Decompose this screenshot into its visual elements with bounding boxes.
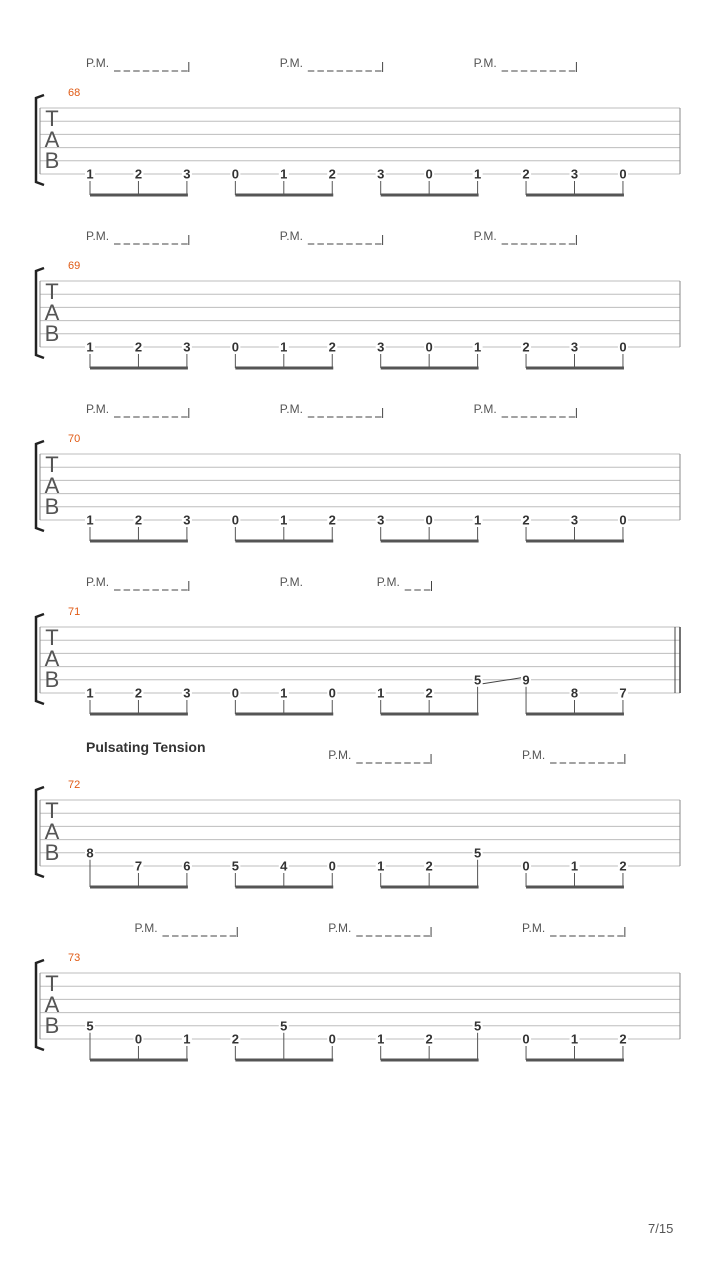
- fret-number: 5: [86, 1018, 94, 1034]
- tab-clef-letter: A: [44, 473, 60, 498]
- fret-number: 1: [183, 1031, 191, 1047]
- tab-clef-letter: A: [44, 300, 60, 325]
- fret-number: 3: [183, 512, 191, 528]
- fret-number: 3: [377, 166, 385, 182]
- palm-mute-label: P.M.: [473, 56, 497, 70]
- fret-number: 2: [134, 685, 143, 701]
- fret-number: 2: [134, 166, 143, 182]
- tab-system: [36, 56, 680, 197]
- tab-clef-letter: T: [45, 279, 59, 304]
- fret-number: 5: [231, 858, 239, 874]
- palm-mute-label: P.M.: [279, 56, 303, 70]
- palm-mute-label: P.M.: [328, 921, 352, 935]
- tab-clef-letter: T: [45, 798, 59, 823]
- tab-clef-letter: A: [44, 992, 60, 1017]
- tab-system: [36, 402, 680, 543]
- fret-number: 0: [231, 166, 239, 182]
- fret-number: 0: [328, 685, 336, 701]
- tab-clef-letter: B: [44, 148, 60, 173]
- fret-number: 2: [328, 166, 336, 182]
- fret-number: 2: [134, 512, 143, 528]
- slide-line: [483, 678, 521, 684]
- tab-clef-letter: T: [45, 106, 59, 131]
- beam: [381, 886, 479, 889]
- fret-number: 2: [328, 512, 336, 528]
- fret-number: 0: [619, 512, 627, 528]
- page-number: 7/15: [648, 1221, 674, 1236]
- palm-mute-label: P.M.: [376, 575, 400, 589]
- fret-number: 2: [134, 339, 143, 355]
- fret-number: 3: [183, 339, 191, 355]
- section-title: Pulsating Tension: [86, 739, 206, 755]
- fret-number: 0: [619, 166, 627, 182]
- measure-number: 69: [68, 260, 81, 272]
- tab-system: [36, 921, 680, 1062]
- fret-number: 2: [425, 858, 433, 874]
- tab-clef-letter: T: [45, 452, 59, 477]
- fret-number: 0: [328, 858, 336, 874]
- tab-system: [36, 229, 680, 370]
- fret-number: 1: [377, 1031, 385, 1047]
- fret-number: 0: [522, 858, 530, 874]
- fret-number: 3: [570, 512, 579, 528]
- palm-mute-label: P.M.: [522, 748, 546, 762]
- beam: [381, 367, 479, 370]
- palm-mute-label: P.M.: [328, 748, 352, 762]
- fret-number: 2: [522, 512, 530, 528]
- tab-clef-letter: B: [44, 667, 60, 692]
- palm-mute-label: P.M.: [473, 229, 497, 243]
- fret-number: 0: [231, 339, 239, 355]
- fret-number: 2: [425, 1031, 433, 1047]
- fret-number: 0: [425, 339, 433, 355]
- fret-number: 7: [619, 685, 627, 701]
- fret-number: 7: [134, 858, 143, 874]
- fret-number: 0: [619, 339, 627, 355]
- fret-number: 2: [231, 1031, 239, 1047]
- fret-number: 9: [522, 672, 530, 688]
- palm-mute-label: P.M.: [522, 921, 546, 935]
- fret-number: 2: [425, 685, 433, 701]
- palm-mute-label: P.M.: [86, 229, 110, 243]
- fret-number: 1: [86, 339, 94, 355]
- fret-number: 0: [328, 1031, 336, 1047]
- fret-number: 0: [231, 685, 239, 701]
- fret-number: 0: [425, 512, 433, 528]
- tab-clef-letter: B: [44, 321, 60, 346]
- beam: [381, 1059, 479, 1062]
- fret-number: 1: [280, 685, 288, 701]
- fret-number: 6: [183, 858, 191, 874]
- tab-clef-letter: B: [44, 494, 60, 519]
- tab-clef-letter: T: [45, 625, 59, 650]
- tab-clef-letter: B: [44, 840, 60, 865]
- fret-number: 5: [280, 1018, 288, 1034]
- palm-mute-label: P.M.: [279, 402, 303, 416]
- measure-number: 71: [68, 606, 81, 618]
- fret-number: 1: [473, 339, 482, 355]
- fret-number: 2: [619, 1031, 627, 1047]
- fret-number: 5: [473, 672, 482, 688]
- fret-number: 4: [280, 858, 288, 874]
- tab-clef-letter: A: [44, 646, 60, 671]
- fret-number: 3: [183, 166, 191, 182]
- measure-number: 68: [68, 87, 81, 99]
- fret-number: 8: [570, 685, 579, 701]
- tab-clef-letter: A: [44, 819, 60, 844]
- tab-system: [36, 739, 680, 889]
- fret-number: 1: [280, 512, 288, 528]
- palm-mute-label: P.M.: [86, 56, 110, 70]
- fret-number: 0: [231, 512, 239, 528]
- fret-number: 5: [473, 1018, 482, 1034]
- tab-clef-letter: A: [44, 127, 60, 152]
- measure-number: 70: [68, 433, 81, 445]
- measure-number: 73: [68, 952, 81, 964]
- palm-mute-label: P.M.: [86, 575, 110, 589]
- fret-number: 1: [377, 858, 385, 874]
- fret-number: 1: [473, 512, 482, 528]
- palm-mute-label: P.M.: [134, 921, 158, 935]
- fret-number: 1: [86, 685, 94, 701]
- fret-number: 1: [280, 339, 288, 355]
- fret-number: 1: [86, 166, 94, 182]
- fret-number: 2: [328, 339, 336, 355]
- beam: [381, 194, 479, 197]
- fret-number: 1: [570, 858, 579, 874]
- palm-mute-label: P.M.: [279, 229, 303, 243]
- fret-number: 1: [280, 166, 288, 182]
- fret-number: 1: [377, 685, 385, 701]
- fret-number: 5: [473, 845, 482, 861]
- fret-number: 2: [522, 166, 530, 182]
- fret-number: 2: [522, 339, 530, 355]
- palm-mute-label: P.M.: [473, 402, 497, 416]
- fret-number: 0: [134, 1031, 143, 1047]
- palm-mute-label: P.M.: [279, 575, 303, 589]
- fret-number: 8: [86, 845, 94, 861]
- fret-number: 3: [377, 339, 385, 355]
- fret-number: 1: [570, 1031, 579, 1047]
- fret-number: 1: [86, 512, 94, 528]
- fret-number: 3: [570, 166, 579, 182]
- fret-number: 3: [183, 685, 191, 701]
- tab-system: [36, 575, 680, 716]
- tab-clef-letter: T: [45, 971, 59, 996]
- fret-number: 3: [377, 512, 385, 528]
- fret-number: 3: [570, 339, 579, 355]
- beam: [381, 540, 479, 543]
- fret-number: 0: [522, 1031, 530, 1047]
- beam: [381, 713, 479, 716]
- measure-number: 72: [68, 779, 81, 791]
- fret-number: 0: [425, 166, 433, 182]
- fret-number: 2: [619, 858, 627, 874]
- fret-number: 1: [473, 166, 482, 182]
- tab-clef-letter: B: [44, 1013, 60, 1038]
- palm-mute-label: P.M.: [86, 402, 110, 416]
